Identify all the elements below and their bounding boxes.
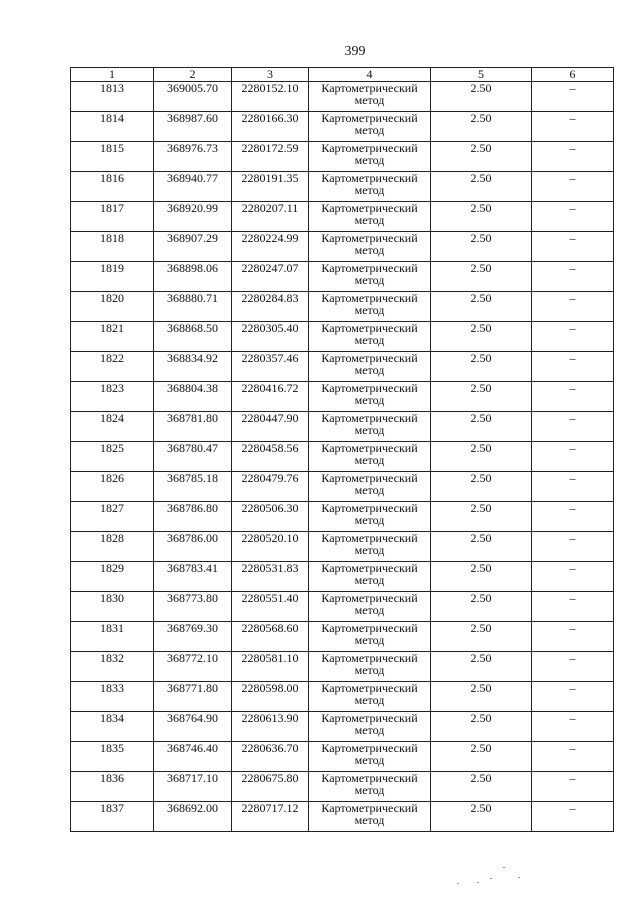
accuracy-cell: 2.50 [431, 412, 532, 442]
table-row [71, 682, 614, 712]
method-cell: Картометрический метод [309, 412, 431, 442]
page-number: 399 [344, 44, 366, 59]
method-cell: Картометрический метод [309, 112, 431, 142]
y-coordinate-cell: 2280520.10 [232, 532, 309, 562]
table-row [71, 562, 614, 592]
y-coordinate-cell: 2280224.99 [232, 232, 309, 262]
y-coordinate-cell: 2280152.10 [232, 82, 309, 112]
note-cell: – [532, 172, 614, 202]
y-coordinate-cell: 2280458.56 [232, 442, 309, 472]
method-cell: Картометрический метод [309, 622, 431, 652]
note-cell: – [532, 712, 614, 742]
point-number-cell: 1824 [71, 412, 154, 442]
x-coordinate-cell: 368746.40 [154, 742, 232, 772]
table-row [71, 742, 614, 772]
accuracy-cell: 2.50 [431, 112, 532, 142]
scan-specks [455, 865, 525, 885]
note-cell: – [532, 112, 614, 142]
note-cell: – [532, 142, 614, 172]
x-coordinate-cell: 368772.10 [154, 652, 232, 682]
table-row [71, 772, 614, 802]
method-cell: Картометрический метод [309, 142, 431, 172]
note-cell: – [532, 382, 614, 412]
accuracy-cell: 2.50 [431, 772, 532, 802]
note-cell: – [532, 472, 614, 502]
point-number-cell: 1815 [71, 142, 154, 172]
point-number-cell: 1825 [71, 442, 154, 472]
column-header: 4 [309, 68, 431, 82]
table-row [71, 232, 614, 262]
note-cell: – [532, 502, 614, 532]
accuracy-cell: 2.50 [431, 382, 532, 412]
method-cell: Картометрический метод [309, 172, 431, 202]
method-cell: Картометрический метод [309, 292, 431, 322]
x-coordinate-cell: 368717.10 [154, 772, 232, 802]
table-row [71, 412, 614, 442]
y-coordinate-cell: 2280284.83 [232, 292, 309, 322]
x-coordinate-cell: 368940.77 [154, 172, 232, 202]
column-header: 2 [154, 68, 232, 82]
y-coordinate-cell: 2280568.60 [232, 622, 309, 652]
accuracy-cell: 2.50 [431, 202, 532, 232]
x-coordinate-cell: 368987.60 [154, 112, 232, 142]
y-coordinate-cell: 2280613.90 [232, 712, 309, 742]
point-number-cell: 1823 [71, 382, 154, 412]
note-cell: – [532, 772, 614, 802]
note-cell: – [532, 442, 614, 472]
accuracy-cell: 2.50 [431, 292, 532, 322]
x-coordinate-cell: 368771.80 [154, 682, 232, 712]
x-coordinate-cell: 368764.90 [154, 712, 232, 742]
method-cell: Картометрический метод [309, 682, 431, 712]
x-coordinate-cell: 368868.50 [154, 322, 232, 352]
method-cell: Картометрический метод [309, 472, 431, 502]
x-coordinate-cell: 368785.18 [154, 472, 232, 502]
accuracy-cell: 2.50 [431, 232, 532, 262]
table-row [71, 82, 614, 112]
x-coordinate-cell: 368781.80 [154, 412, 232, 442]
note-cell: – [532, 532, 614, 562]
method-cell: Картометрический метод [309, 502, 431, 532]
accuracy-cell: 2.50 [431, 472, 532, 502]
y-coordinate-cell: 2280636.70 [232, 742, 309, 772]
table-row [71, 292, 614, 322]
table-row [71, 532, 614, 562]
table-row [71, 502, 614, 532]
table-row [71, 382, 614, 412]
column-header: 1 [71, 68, 154, 82]
x-coordinate-cell: 368920.99 [154, 202, 232, 232]
y-coordinate-cell: 2280479.76 [232, 472, 309, 502]
method-cell: Картометрический метод [309, 202, 431, 232]
method-cell: Картометрический метод [309, 82, 431, 112]
point-number-cell: 1819 [71, 262, 154, 292]
accuracy-cell: 2.50 [431, 262, 532, 292]
table-row [71, 352, 614, 382]
y-coordinate-cell: 2280357.46 [232, 352, 309, 382]
accuracy-cell: 2.50 [431, 82, 532, 112]
method-cell: Картометрический метод [309, 592, 431, 622]
point-number-cell: 1817 [71, 202, 154, 232]
x-coordinate-cell: 368907.29 [154, 232, 232, 262]
note-cell: – [532, 592, 614, 622]
point-number-cell: 1818 [71, 232, 154, 262]
accuracy-cell: 2.50 [431, 742, 532, 772]
method-cell: Картометрический метод [309, 712, 431, 742]
x-coordinate-cell: 368898.06 [154, 262, 232, 292]
note-cell: – [532, 802, 614, 832]
point-number-cell: 1828 [71, 532, 154, 562]
note-cell: – [532, 652, 614, 682]
y-coordinate-cell: 2280447.90 [232, 412, 309, 442]
table-row [71, 712, 614, 742]
note-cell: – [532, 262, 614, 292]
note-cell: – [532, 292, 614, 322]
table-row [71, 112, 614, 142]
accuracy-cell: 2.50 [431, 322, 532, 352]
point-number-cell: 1827 [71, 502, 154, 532]
table-row [71, 802, 614, 832]
note-cell: – [532, 742, 614, 772]
x-coordinate-cell: 368783.41 [154, 562, 232, 592]
method-cell: Картометрический метод [309, 322, 431, 352]
x-coordinate-cell: 368834.92 [154, 352, 232, 382]
y-coordinate-cell: 2280172.59 [232, 142, 309, 172]
table-row [71, 262, 614, 292]
method-cell: Картометрический метод [309, 802, 431, 832]
coordinates-table [70, 67, 614, 832]
accuracy-cell: 2.50 [431, 352, 532, 382]
x-coordinate-cell: 368769.30 [154, 622, 232, 652]
accuracy-cell: 2.50 [431, 172, 532, 202]
point-number-cell: 1833 [71, 682, 154, 712]
y-coordinate-cell: 2280581.10 [232, 652, 309, 682]
method-cell: Картометрический метод [309, 442, 431, 472]
method-cell: Картометрический метод [309, 352, 431, 382]
accuracy-cell: 2.50 [431, 652, 532, 682]
table-row [71, 622, 614, 652]
accuracy-cell: 2.50 [431, 562, 532, 592]
x-coordinate-cell: 368976.73 [154, 142, 232, 172]
accuracy-cell: 2.50 [431, 532, 532, 562]
accuracy-cell: 2.50 [431, 142, 532, 172]
y-coordinate-cell: 2280305.40 [232, 322, 309, 352]
x-coordinate-cell: 368692.00 [154, 802, 232, 832]
point-number-cell: 1814 [71, 112, 154, 142]
note-cell: – [532, 562, 614, 592]
method-cell: Картометрический метод [309, 232, 431, 262]
y-coordinate-cell: 2280191.35 [232, 172, 309, 202]
note-cell: – [532, 682, 614, 712]
method-cell: Картометрический метод [309, 652, 431, 682]
point-number-cell: 1820 [71, 292, 154, 322]
y-coordinate-cell: 2280551.40 [232, 592, 309, 622]
x-coordinate-cell: 368773.80 [154, 592, 232, 622]
x-coordinate-cell: 368786.80 [154, 502, 232, 532]
accuracy-cell: 2.50 [431, 802, 532, 832]
note-cell: – [532, 202, 614, 232]
point-number-cell: 1836 [71, 772, 154, 802]
point-number-cell: 1830 [71, 592, 154, 622]
table-row [71, 472, 614, 502]
y-coordinate-cell: 2280717.12 [232, 802, 309, 832]
method-cell: Картометрический метод [309, 262, 431, 292]
y-coordinate-cell: 2280598.00 [232, 682, 309, 712]
accuracy-cell: 2.50 [431, 502, 532, 532]
x-coordinate-cell: 368780.47 [154, 442, 232, 472]
point-number-cell: 1816 [71, 172, 154, 202]
method-cell: Картометрический метод [309, 742, 431, 772]
accuracy-cell: 2.50 [431, 712, 532, 742]
note-cell: – [532, 352, 614, 382]
method-cell: Картометрический метод [309, 532, 431, 562]
table-row [71, 202, 614, 232]
point-number-cell: 1837 [71, 802, 154, 832]
note-cell: – [532, 322, 614, 352]
table-row [71, 592, 614, 622]
method-cell: Картометрический метод [309, 382, 431, 412]
point-number-cell: 1822 [71, 352, 154, 382]
column-header: 3 [232, 68, 309, 82]
accuracy-cell: 2.50 [431, 682, 532, 712]
column-header: 5 [431, 68, 532, 82]
method-cell: Картометрический метод [309, 772, 431, 802]
table-header-row [71, 68, 614, 82]
table-row [71, 142, 614, 172]
note-cell: – [532, 622, 614, 652]
method-cell: Картометрический метод [309, 562, 431, 592]
y-coordinate-cell: 2280416.72 [232, 382, 309, 412]
x-coordinate-cell: 369005.70 [154, 82, 232, 112]
y-coordinate-cell: 2280506.30 [232, 502, 309, 532]
table-row [71, 442, 614, 472]
table-row [71, 322, 614, 352]
y-coordinate-cell: 2280531.83 [232, 562, 309, 592]
table-row [71, 652, 614, 682]
y-coordinate-cell: 2280207.11 [232, 202, 309, 232]
point-number-cell: 1831 [71, 622, 154, 652]
y-coordinate-cell: 2280247.07 [232, 262, 309, 292]
note-cell: – [532, 232, 614, 262]
accuracy-cell: 2.50 [431, 592, 532, 622]
note-cell: – [532, 412, 614, 442]
point-number-cell: 1832 [71, 652, 154, 682]
column-header: 6 [532, 68, 614, 82]
x-coordinate-cell: 368880.71 [154, 292, 232, 322]
table-row [71, 172, 614, 202]
accuracy-cell: 2.50 [431, 622, 532, 652]
point-number-cell: 1821 [71, 322, 154, 352]
y-coordinate-cell: 2280675.80 [232, 772, 309, 802]
note-cell: – [532, 82, 614, 112]
point-number-cell: 1829 [71, 562, 154, 592]
accuracy-cell: 2.50 [431, 442, 532, 472]
point-number-cell: 1835 [71, 742, 154, 772]
x-coordinate-cell: 368786.00 [154, 532, 232, 562]
point-number-cell: 1826 [71, 472, 154, 502]
y-coordinate-cell: 2280166.30 [232, 112, 309, 142]
point-number-cell: 1813 [71, 82, 154, 112]
point-number-cell: 1834 [71, 712, 154, 742]
x-coordinate-cell: 368804.38 [154, 382, 232, 412]
